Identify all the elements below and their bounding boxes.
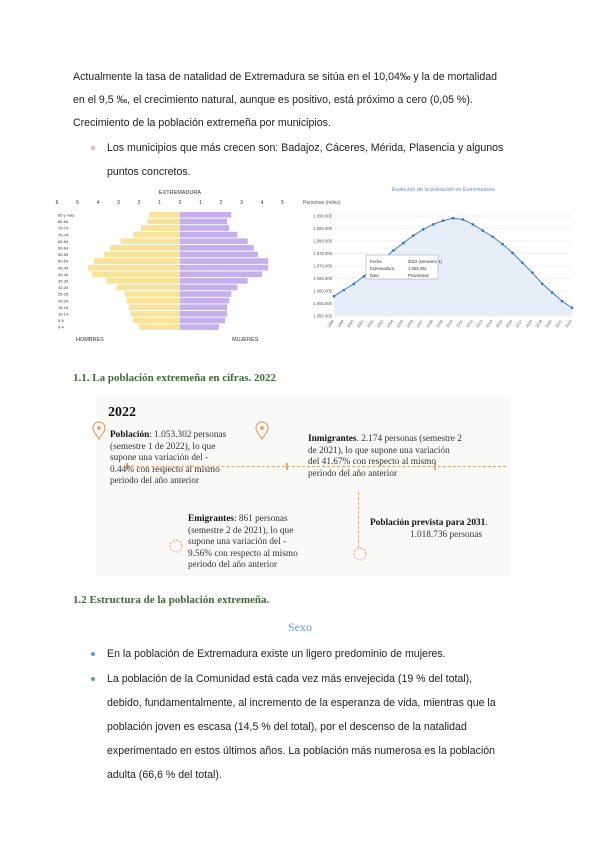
pyramid-axis-tick: 4: [260, 200, 264, 206]
pyramid-bar-men: [149, 212, 180, 218]
line-chart-x-tick: 2016: [505, 319, 514, 329]
bullet-sexo-1: En la población de Extremadura existe un ligero predominio de mujeres.: [107, 648, 446, 660]
pyramid-bar-men: [121, 238, 180, 244]
poblacion-text-e: periodo del año anterior: [110, 476, 200, 486]
timeline-circle-icon: [352, 546, 368, 562]
line-chart-y-tick: 1.070.000: [313, 263, 332, 269]
pyramid-bar-women: [180, 212, 231, 218]
section-1-1-heading: 1.1. La población extremeña en cifras. 2022: [73, 372, 276, 384]
line-chart-x-tick: 2000: [346, 319, 355, 329]
pyramid-age-label: 85 y más: [58, 212, 75, 218]
inmigrantes-text-d: periodo del año anterior: [308, 468, 398, 479]
pyramid-bar-women: [180, 298, 229, 304]
line-chart-y-tick: 1.050.000: [313, 313, 332, 319]
bullet-municipios-line-1: Los municipios que más crecen son: Badajoz, Cáceres, Mérida, Plasencia y algunos: [107, 142, 504, 154]
pyramid-age-label: 10-14: [58, 311, 69, 317]
population-line-chart: [300, 184, 582, 344]
bullet-sexo-2-line-4: experimentado en estos últimos años. La población más numerosa es la población: [107, 745, 496, 757]
line-chart-point: [452, 217, 455, 220]
emigrantes-card: [188, 514, 348, 572]
pyramid-bar-men: [131, 311, 180, 317]
line-chart-x-tick: 2004: [386, 319, 395, 329]
section-1-2-heading: 1.2 Estructura de la población extremeña.: [73, 594, 270, 606]
pyramid-bar-women: [180, 252, 258, 258]
location-pin-icon: [92, 422, 106, 440]
pyramid-bar-men: [116, 285, 180, 291]
emigrantes-label: Emigrantes: [188, 514, 234, 524]
pyramid-bar-men: [139, 324, 180, 330]
line-chart-x-tick: 2010: [445, 319, 454, 329]
inmigrantes-card: [308, 434, 508, 480]
pyramid-axis-tick: 3: [117, 200, 120, 206]
emigrantes-text-c: supone una variación del -: [188, 537, 287, 547]
poblacion-text-a: : 1.053.302 personas: [149, 430, 227, 440]
emigrantes-text-d: 9.56% con respecto al mismo: [188, 548, 298, 559]
line-chart-x-tick: 2003: [376, 319, 385, 329]
line-chart-x-tick: 2015: [495, 319, 504, 329]
pyramid-bar-men: [127, 298, 180, 304]
tooltip-value-2: 1.053.302: [408, 266, 427, 271]
pyramid-age-label: 20-24: [58, 298, 69, 304]
line-chart-point: [481, 229, 484, 232]
line-chart-point: [531, 271, 534, 274]
pyramid-age-label: 50-54: [58, 258, 69, 264]
inmigrantes-text-c: del 41.67% con respecto al mismo: [308, 457, 437, 467]
bullet-dot: [91, 652, 95, 656]
pyramid-axis-tick: 5: [76, 200, 79, 206]
line-chart-point: [362, 275, 365, 278]
pyramid-bar-men: [125, 291, 180, 297]
line-chart-x-tick: 1998: [326, 319, 335, 329]
pyramid-bar-women: [180, 271, 262, 277]
pyramid-axis-tick: 5: [281, 200, 284, 206]
line-chart-point: [412, 234, 415, 237]
line-chart-x-tick: 2014: [485, 319, 494, 329]
line-chart-point: [571, 307, 574, 310]
line-chart-point: [462, 218, 465, 221]
line-chart-point: [333, 295, 336, 298]
emigrantes-text-b: (semestre 2 de 2021), lo que: [188, 525, 294, 536]
pyramid-age-label: 65-69: [58, 238, 69, 244]
tooltip-value-1: 2022 (semestre 1): [408, 259, 442, 264]
pyramid-age-label: 5-9: [58, 318, 64, 324]
poblacion-text-b: (semestre 1 de 2022), lo que: [110, 441, 216, 452]
poblacion-label: Población: [110, 430, 150, 440]
line-chart-point: [472, 223, 475, 226]
pyramid-bar-women: [180, 291, 231, 297]
pyramid-age-label: 60-64: [58, 245, 69, 251]
pyramid-axis-tick: 1: [158, 200, 161, 206]
pyramid-age-label: 35-39: [58, 278, 69, 284]
line-chart-x-tick: 2001: [356, 319, 365, 329]
intro-line-2: en el 9,5 ‰, el crecimiento natural, aunque es positivo, está próximo a cero (0,05 %).: [73, 94, 473, 106]
line-chart-x-tick: 2022: [564, 319, 573, 329]
pyramid-bar-women: [180, 219, 227, 225]
line-chart-point: [491, 235, 494, 238]
line-chart-point: [402, 242, 405, 245]
pyramid-bar-men: [94, 258, 180, 264]
tooltip-value-3: Provisional: [408, 273, 429, 278]
line-chart-x-tick: 2005: [396, 319, 405, 329]
pyramid-bar-men: [133, 232, 180, 238]
pyramid-axis-tick: 0: [178, 200, 182, 206]
prevista-text-b: 1.018.736 personas: [410, 529, 483, 540]
bullet-dot: [91, 677, 95, 681]
line-chart-tooltip: [366, 255, 443, 279]
bullet-sexo-2: [107, 667, 529, 787]
line-chart-point: [521, 261, 524, 264]
line-chart-point: [551, 291, 554, 294]
pyramid-bar-men: [147, 219, 180, 225]
pyramid-axis-tick: 1: [199, 200, 202, 206]
pyramid-bar-men: [110, 245, 180, 251]
line-chart-x-tick: 2008: [425, 319, 434, 329]
line-chart-x-tick: 2007: [415, 319, 425, 329]
pyramid-bar-men: [104, 252, 180, 258]
tooltip-label-3: Dato: [370, 273, 379, 278]
pyramid-axis-tick: 6: [55, 200, 59, 206]
line-chart-x-tick: 2020: [544, 319, 553, 329]
intro-line-3: Crecimiento de la población extremeña por municipios.: [73, 117, 331, 129]
timeline-connector: [358, 492, 359, 548]
line-chart-y-tick: 1.060.000: [313, 288, 332, 294]
pyramid-axis-tick: 4: [96, 200, 100, 206]
pyramid-bar-women: [180, 232, 237, 238]
intro-line-1: Actualmente la tasa de natalidad de Extremadura se sitúa en el 10,04‰ y la de mortalidad: [73, 71, 498, 83]
pyramid-bar-men: [106, 278, 180, 284]
pyramid-bar-men: [129, 304, 180, 310]
inmigrantes-label: Inmigrantes: [308, 434, 357, 444]
sexo-subheading: Sexo: [288, 620, 312, 634]
pyramid-axis-tick: 3: [240, 200, 243, 206]
line-chart-x-tick: 2009: [435, 319, 444, 329]
pyramid-bar-men: [133, 318, 180, 324]
pyramid-age-label: 25-29: [58, 291, 69, 297]
pyramid-bar-women: [180, 225, 229, 231]
men-label: HOMBRES: [76, 337, 104, 343]
pyramid-bar-men: [92, 271, 180, 277]
line-chart-x-tick: 2012: [465, 319, 474, 329]
pyramid-bar-men: [141, 225, 180, 231]
line-chart-x-tick: 2018: [525, 319, 534, 329]
pyramid-age-label: 15-19: [58, 304, 69, 310]
pyramid-axis-tick: 2: [137, 200, 141, 206]
infographic-year: 2022: [108, 405, 136, 420]
pyramid-bar-men: [88, 265, 180, 271]
line-chart-x-tick: 2006: [406, 319, 415, 329]
bullet-dot: [91, 146, 95, 150]
pyramid-age-label: 0-4: [58, 324, 64, 330]
line-chart-point: [432, 223, 435, 226]
pyramid-bar-women: [180, 245, 254, 251]
line-chart-x-tick: 2011: [455, 319, 464, 329]
line-chart-point: [422, 228, 425, 231]
line-chart-point: [511, 252, 514, 255]
line-chart-x-tick: 1999: [336, 319, 345, 329]
line-chart-y-tick: 1.055.000: [313, 301, 332, 306]
pyramid-bar-women: [180, 238, 248, 244]
pyramid-age-label: 40-44: [58, 271, 69, 277]
line-chart-point: [541, 283, 544, 286]
timeline-circle-icon: [168, 538, 184, 554]
line-chart-point: [353, 283, 356, 286]
line-chart-x-tick: 2002: [366, 319, 375, 329]
prevista-card: [370, 518, 506, 541]
population-pyramid-chart: [56, 186, 294, 346]
inmigrantes-text-a: . 2.174 personas (semestre 2: [356, 434, 462, 444]
pyramid-bar-women: [180, 278, 248, 284]
bullet-sexo-2-line-2: debido, fundamentalmente, al incremento de la esperanza de vida, mientras que la: [107, 697, 496, 709]
bullet-municipios-line-2: puntos concretos.: [107, 166, 191, 178]
line-chart-ylabel: Personas (miles): [303, 200, 341, 206]
line-chart-y-tick: 1.085.000: [313, 226, 332, 231]
pyramid-age-label: 70-74: [58, 232, 69, 238]
pyramid-age-label: 75-79: [58, 225, 69, 231]
pyramid-bar-women: [180, 304, 227, 310]
emigrantes-text-a: : 861 personas: [233, 514, 288, 524]
timeline-tick: [286, 463, 288, 470]
line-chart-y-tick: 1.080.000: [313, 238, 332, 244]
tooltip-label-2: Extremadura: [370, 266, 394, 271]
line-chart-point: [501, 243, 504, 246]
line-chart-y-tick: 1.090.000: [313, 213, 332, 219]
infographic-2022: [96, 396, 510, 576]
pyramid-age-label: 30-34: [58, 285, 69, 291]
bullet-sexo-2-line-5: adulta (66,6 % del total).: [107, 769, 222, 781]
line-chart-point: [561, 300, 564, 303]
line-chart-x-tick: 2013: [475, 319, 484, 329]
bullet-sexo-2-line-3: población joven es escasa (14,5 % del total), por el descenso de la natalidad: [107, 721, 467, 733]
pyramid-bar-women: [180, 285, 237, 291]
bullet-municipios: [107, 136, 537, 184]
pyramid-bar-women: [180, 258, 268, 264]
line-chart-point: [392, 249, 395, 252]
prevista-text-a: .: [485, 518, 488, 528]
bullet-sexo-2-line-1: La población de la Comunidad está cada vez más envejecida (19 % del total),: [107, 673, 473, 685]
poblacion-text-c: supone una variación del -: [110, 453, 209, 463]
poblacion-card: [110, 430, 270, 488]
pyramid-bar-women: [180, 311, 227, 317]
pyramid-age-label: 55-59: [58, 252, 69, 258]
line-chart-point: [343, 289, 346, 292]
poblacion-text-d: 0.44% con respecto al mismo: [110, 464, 220, 475]
pyramid-age-label: 45-49: [58, 265, 69, 271]
line-chart-x-tick: 2017: [515, 319, 524, 329]
prevista-label: Población prevista para 2031: [370, 518, 486, 528]
women-label: MUJERES: [232, 337, 259, 343]
pyramid-bar-women: [180, 318, 225, 324]
line-chart-y-tick: 1.065.000: [313, 276, 332, 281]
pyramid-bar-women: [180, 265, 268, 271]
tooltip-label-1: Fecha: [370, 259, 382, 264]
line-chart-point: [442, 219, 445, 222]
line-chart-x-tick: 2021: [554, 319, 563, 329]
line-chart-x-tick: 2019: [534, 319, 544, 329]
pyramid-bar-women: [180, 324, 219, 330]
pyramid-title: EXTREMADURA: [158, 190, 202, 196]
line-chart-y-tick: 1.075.000: [313, 251, 332, 256]
line-chart-title: Evolución de la población en Extremadura: [391, 187, 495, 193]
intro-paragraph: [73, 66, 529, 135]
inmigrantes-text-b: de 2021), lo que supone una variación: [308, 445, 450, 456]
pyramid-age-label: 80-84: [58, 219, 69, 225]
emigrantes-text-e: periodo del año anterior: [188, 560, 278, 570]
pyramid-axis-tick: 2: [219, 200, 223, 206]
